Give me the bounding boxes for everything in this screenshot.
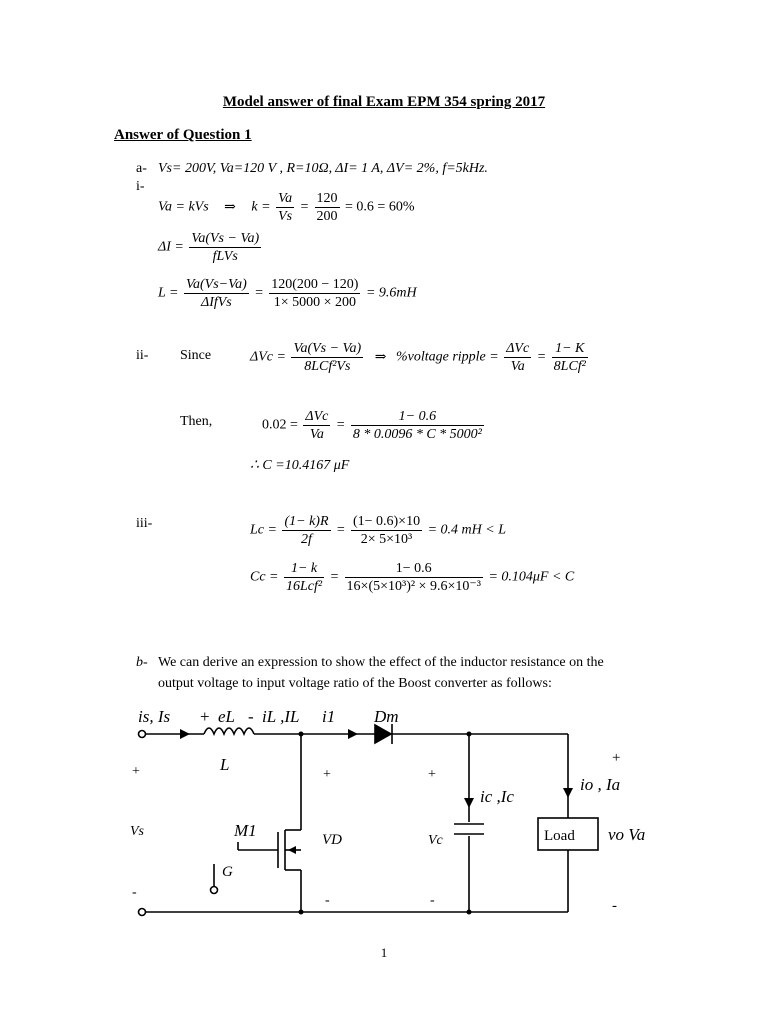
boost-converter-circuit xyxy=(128,700,648,930)
vs-label: Vs xyxy=(130,824,144,839)
m1-label: M1 xyxy=(234,821,257,840)
el-minus-sign: - xyxy=(248,707,254,726)
load-label: Load xyxy=(544,828,575,844)
output-minus-sign: - xyxy=(612,898,617,914)
vd-label: VD xyxy=(322,832,342,848)
output-current-label: io , Ia xyxy=(580,775,621,794)
source-current-label: is, Is xyxy=(138,707,171,726)
page-number: 1 xyxy=(380,945,388,960)
question-heading: Answer of Question 1 xyxy=(114,127,252,143)
capacitor-current-label: ic ,Ic xyxy=(480,787,514,806)
part-a-label: a- xyxy=(136,161,147,176)
equation-then: 0.02 = $\frac{\text{ΔVc}}{Va}$ = $\frac{1- 0.6}{\text{8 * 0.0096 * C * 5000²}}$ xyxy=(262,409,482,442)
since-text: Since xyxy=(180,348,212,363)
equation-delta-vc: ΔVc = $\frac{Va(Vs - Va)}{\text{8LCf²Vs}}$ ⇒ %voltage ripple = $\frac{\text{ΔVc}}{Va}$ = $\frac{1- K}{\text{8LCf²}}$ xyxy=(250,341,586,374)
output-voltage-label: vo Va xyxy=(608,825,646,844)
equation-k: Va = kVs ⇒ k = $\frac{Va}{Vs}$ = $\frac{120}{200}$ = 0.6 = 60% xyxy=(158,191,415,224)
part-b-label: b- xyxy=(136,655,148,670)
capacitance-result: ∴ C =10.4167 μF xyxy=(250,458,350,473)
part-b-text-line2: output voltage to input voltage ratio of the Boost converter as follows: xyxy=(158,676,552,691)
source-minus-sign: - xyxy=(132,885,137,900)
el-plus-sign: + xyxy=(200,707,210,726)
diode-label: Dm xyxy=(374,707,399,726)
equation-delta-i: ΔI = $\frac{Va(Vs - Va)}{\text{fLVs}}$ xyxy=(158,231,260,264)
part-ii-label: ii- xyxy=(136,348,149,363)
part-iii-label: iii- xyxy=(136,516,153,531)
inductor-current-label: iL ,IL xyxy=(262,707,300,726)
vd-minus-sign: - xyxy=(325,893,330,908)
vc-minus-sign: - xyxy=(430,893,435,908)
equation-lc: Lc = $\frac{(1- k)R}{2f}$ = $\frac{(1- 0.6)\times 10}{\text{2× 5×10³}}$ = 0.4 mH < L xyxy=(250,514,506,547)
sub-i-label: i- xyxy=(136,179,145,194)
equation-cc: Cc = $\frac{1- k}{\text{16Lcf²}}$ = $\frac{1- 0.6}{\text{16×(5×10³)² × 9.6×10⁻³}}$ = 0.104μF < C xyxy=(250,561,575,594)
page-title: Model answer of final Exam EPM 354 spring 2017 xyxy=(222,94,546,110)
vd-plus-sign: + xyxy=(323,767,331,782)
output-plus-sign: + xyxy=(612,750,621,766)
vc-label: Vc xyxy=(428,833,443,848)
inductor-label: L xyxy=(220,755,230,774)
equation-l: L = $\frac{Va(Vs-Va)}{\text{ΔIfVs}}$ = $\frac{120(200 - 120)}{1\times 5000 \times 200}$ = 9.6mH xyxy=(158,277,417,310)
el-label: eL xyxy=(218,707,235,726)
source-plus-sign: + xyxy=(132,764,140,779)
gate-label: G xyxy=(222,864,233,880)
then-text: Then, xyxy=(180,414,213,429)
vc-plus-sign: + xyxy=(428,767,436,782)
part-b-text-line1: We can derive an expression to show the effect of the inductor resistance on the xyxy=(158,655,604,670)
part-a-givens: Vs= 200V, Va=120 V , R=10Ω, ΔI= 1 A, ΔV= 2%, f=5kHz. xyxy=(158,161,488,176)
i1-label: i1 xyxy=(322,707,336,726)
